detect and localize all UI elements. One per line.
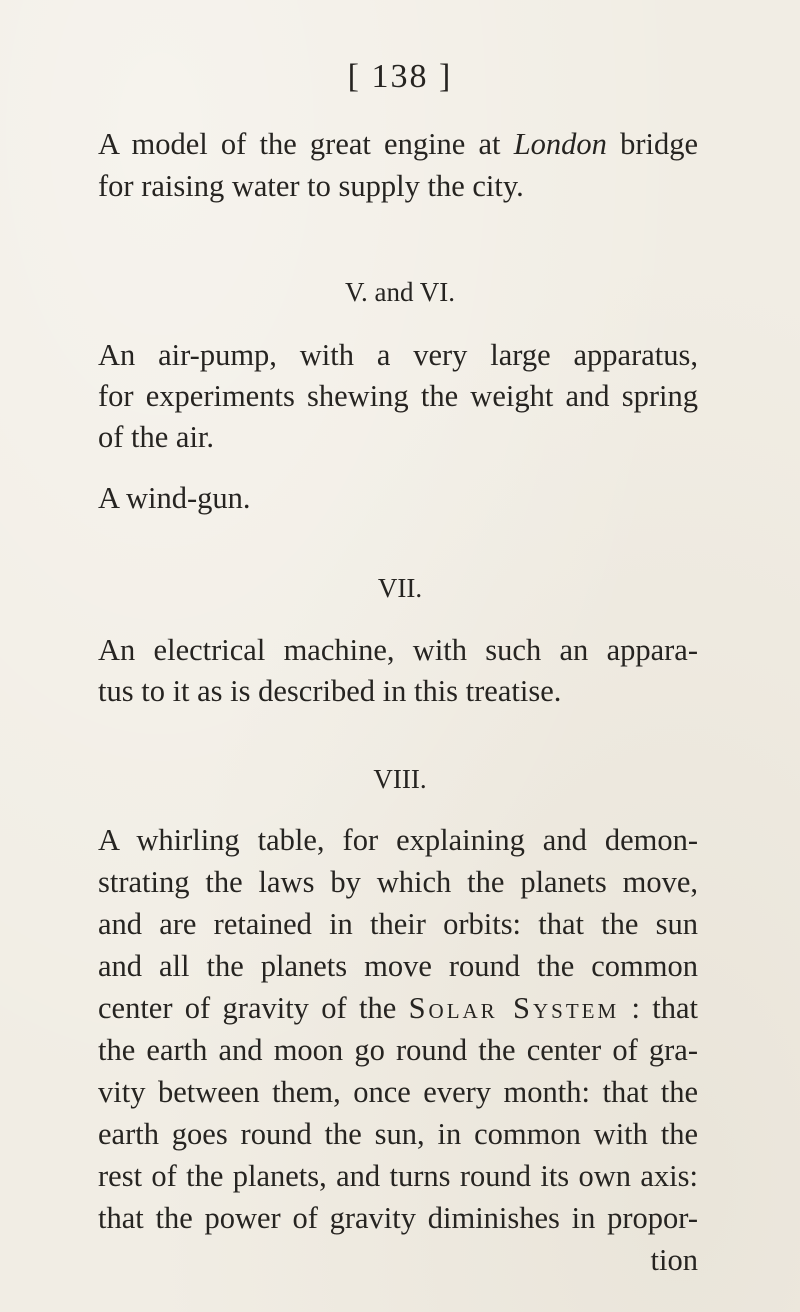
text-line: An electrical machine, with such an appara-: [98, 633, 698, 667]
page-number: [ 138 ]: [347, 58, 453, 95]
text-line: and are retained in their orbits: that the sun: [98, 907, 698, 941]
section-heading: V. and VI.: [344, 277, 455, 307]
text-line: of the air.: [98, 420, 215, 454]
text-line: that the power of gravity diminishes in propor-: [98, 1201, 698, 1235]
small-caps-solar-system: Solar System: [408, 991, 620, 1025]
text-line: earth goes round the sun, in common with the: [98, 1117, 698, 1151]
text-line: An air-pump, with a very large apparatus,: [98, 338, 698, 372]
text-line: rest of the planets, and turns round its own axis:: [98, 1159, 698, 1193]
text-line: tus to it as is described in this treatise.: [98, 674, 562, 708]
catchword: tion: [650, 1243, 698, 1277]
text-line: the earth and moon go round the center of gra-: [98, 1033, 698, 1067]
text-line: and all the planets move round the common: [98, 949, 698, 983]
text-line: vity between them, once every month: that the: [98, 1075, 698, 1109]
emphasis-london: London: [513, 127, 607, 161]
text-line: A model of the great engine at London bridge: [98, 127, 698, 161]
text-line: strating the laws by which the planets move,: [98, 865, 698, 899]
text-line: A wind-gun.: [98, 481, 251, 515]
text-line: center of gravity of the Solar System : that: [98, 991, 699, 1025]
text-line: A whirling table, for explaining and demon-: [98, 823, 698, 857]
text-line: for raising water to supply the city.: [98, 169, 524, 203]
text-line: for experiments shewing the weight and spring: [98, 379, 698, 413]
section-heading: VII.: [377, 573, 423, 603]
section-heading: VIII.: [373, 764, 427, 794]
